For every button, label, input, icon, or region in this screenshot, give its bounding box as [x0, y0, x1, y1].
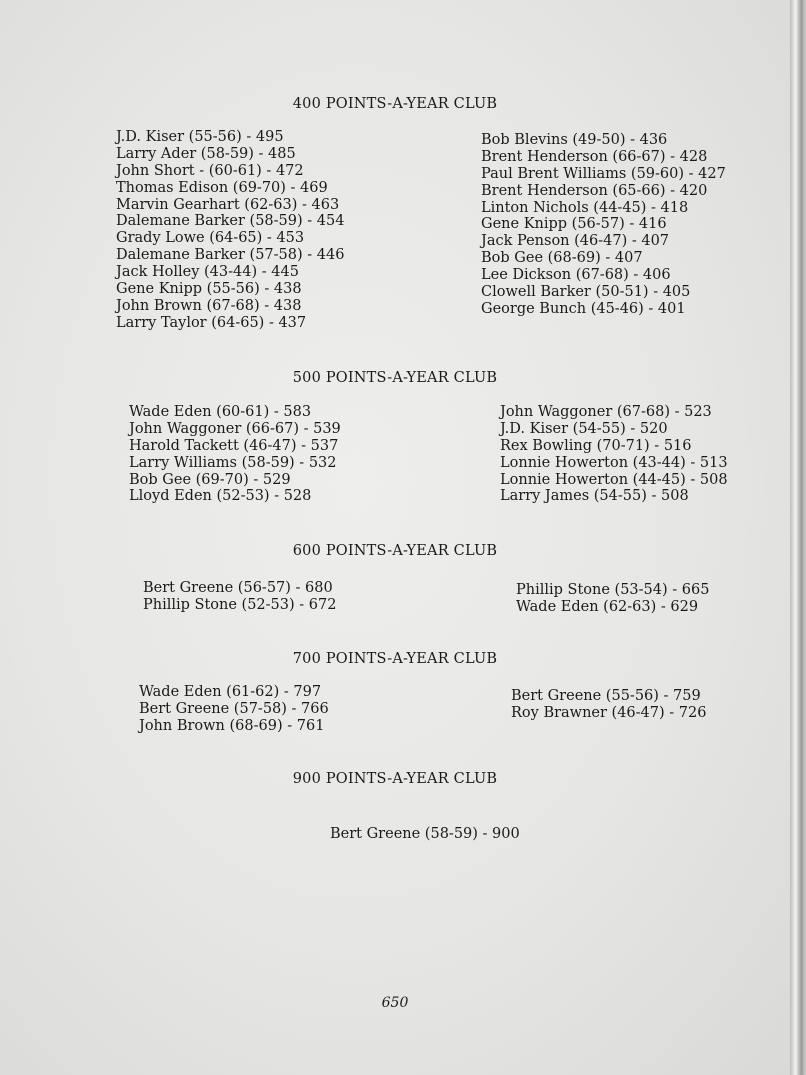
list-item: Wade Eden (60-61) - 583	[129, 404, 312, 420]
list-item: Phillip Stone (52-53) - 672	[143, 596, 337, 613]
list-item: Lonnie Howerton (44-45) - 508	[500, 471, 728, 488]
list-item: Bert Greene (55-56) - 759	[511, 688, 701, 704]
list-400-left	[116, 129, 344, 332]
list-item: Wade Eden (61-62) - 797	[139, 684, 322, 700]
list-item: John Waggoner (67-68) - 523	[500, 404, 712, 420]
list-700-left	[139, 684, 329, 735]
list-item: John Brown (68-69) - 761	[139, 717, 325, 734]
list-item: Dalemane Barker (58-59) - 454	[116, 213, 345, 230]
list-item: Rex Bowling (70-71) - 516	[500, 437, 692, 454]
list-item: John Waggoner (66-67) - 539	[129, 420, 341, 437]
list-item: Roy Brawner (46-47) - 726	[511, 704, 707, 721]
list-item: Larry Ader (58-59) - 485	[116, 145, 296, 162]
list-item: Harold Tackett (46-47) - 537	[129, 437, 339, 454]
list-item: Bert Greene (58-59) - 900	[330, 826, 520, 842]
list-item: Clowell Barker (50-51) - 405	[481, 284, 691, 301]
list-item: Bob Blevins (49-50) - 436	[481, 132, 668, 148]
list-item: Wade Eden (62-63) - 629	[516, 598, 699, 615]
list-item: Bert Greene (56-57) - 680	[143, 580, 333, 596]
list-item: Brent Henderson (66-67) - 428	[481, 148, 708, 165]
list-item: Larry Williams (58-59) - 532	[129, 454, 337, 471]
heading-700-club: 700 POINTS-A-YEAR CLUB	[292, 651, 498, 667]
list-item: Brent Henderson (65-66) - 420	[481, 182, 708, 199]
list-item: Gene Knipp (55-56) - 438	[116, 281, 302, 298]
list-item: John Brown (67-68) - 438	[116, 297, 302, 314]
list-item: Jack Holley (43-44) - 445	[116, 264, 299, 281]
list-item: Lloyd Eden (52-53) - 528	[129, 488, 312, 505]
heading-500-club: 500 POINTS-A-YEAR CLUB	[292, 370, 498, 386]
page-number: 650	[381, 995, 409, 1011]
heading-400-club: 400 POINTS-A-YEAR CLUB	[292, 96, 498, 112]
list-item: Grady Lowe (64-65) - 453	[116, 230, 305, 247]
list-item: J.D. Kiser (54-55) - 520	[500, 420, 668, 437]
list-500-right	[500, 404, 728, 505]
list-item: Marvin Gearhart (62-63) - 463	[116, 196, 340, 213]
list-item: Linton Nichols (44-45) - 418	[481, 199, 689, 216]
list-item: George Bunch (45-46) - 401	[481, 300, 686, 317]
list-item: Lonnie Howerton (43-44) - 513	[500, 454, 728, 471]
list-item: Bob Gee (68-69) - 407	[481, 250, 643, 267]
heading-600-club: 600 POINTS-A-YEAR CLUB	[292, 543, 498, 559]
list-500-left	[129, 404, 341, 505]
list-900-center	[330, 826, 520, 843]
page-edge	[790, 0, 806, 1075]
list-item: John Short - (60-61) - 472	[116, 162, 304, 179]
list-item: J.D. Kiser (55-56) - 495	[116, 129, 284, 145]
list-item: Lee Dickson (67-68) - 406	[481, 267, 671, 284]
list-600-left	[143, 580, 336, 614]
list-item: Jack Penson (46-47) - 407	[481, 233, 670, 250]
heading-900-club: 900 POINTS-A-YEAR CLUB	[292, 771, 498, 787]
list-item: Phillip Stone (53-54) - 665	[516, 582, 710, 598]
list-item: Thomas Edison (69-70) - 469	[116, 179, 328, 196]
list-item: Paul Brent Williams (59-60) - 427	[481, 165, 726, 182]
list-item: Larry Taylor (64-65) - 437	[116, 314, 307, 331]
list-item: Bert Greene (57-58) - 766	[139, 700, 329, 717]
list-item: Dalemane Barker (57-58) - 446	[116, 247, 345, 264]
list-600-right	[516, 582, 709, 616]
list-400-right	[481, 132, 726, 318]
list-item: Larry James (54-55) - 508	[500, 488, 689, 505]
list-item: Gene Knipp (56-57) - 416	[481, 216, 667, 233]
list-item: Bob Gee (69-70) - 529	[129, 471, 291, 488]
list-700-right	[511, 688, 706, 722]
